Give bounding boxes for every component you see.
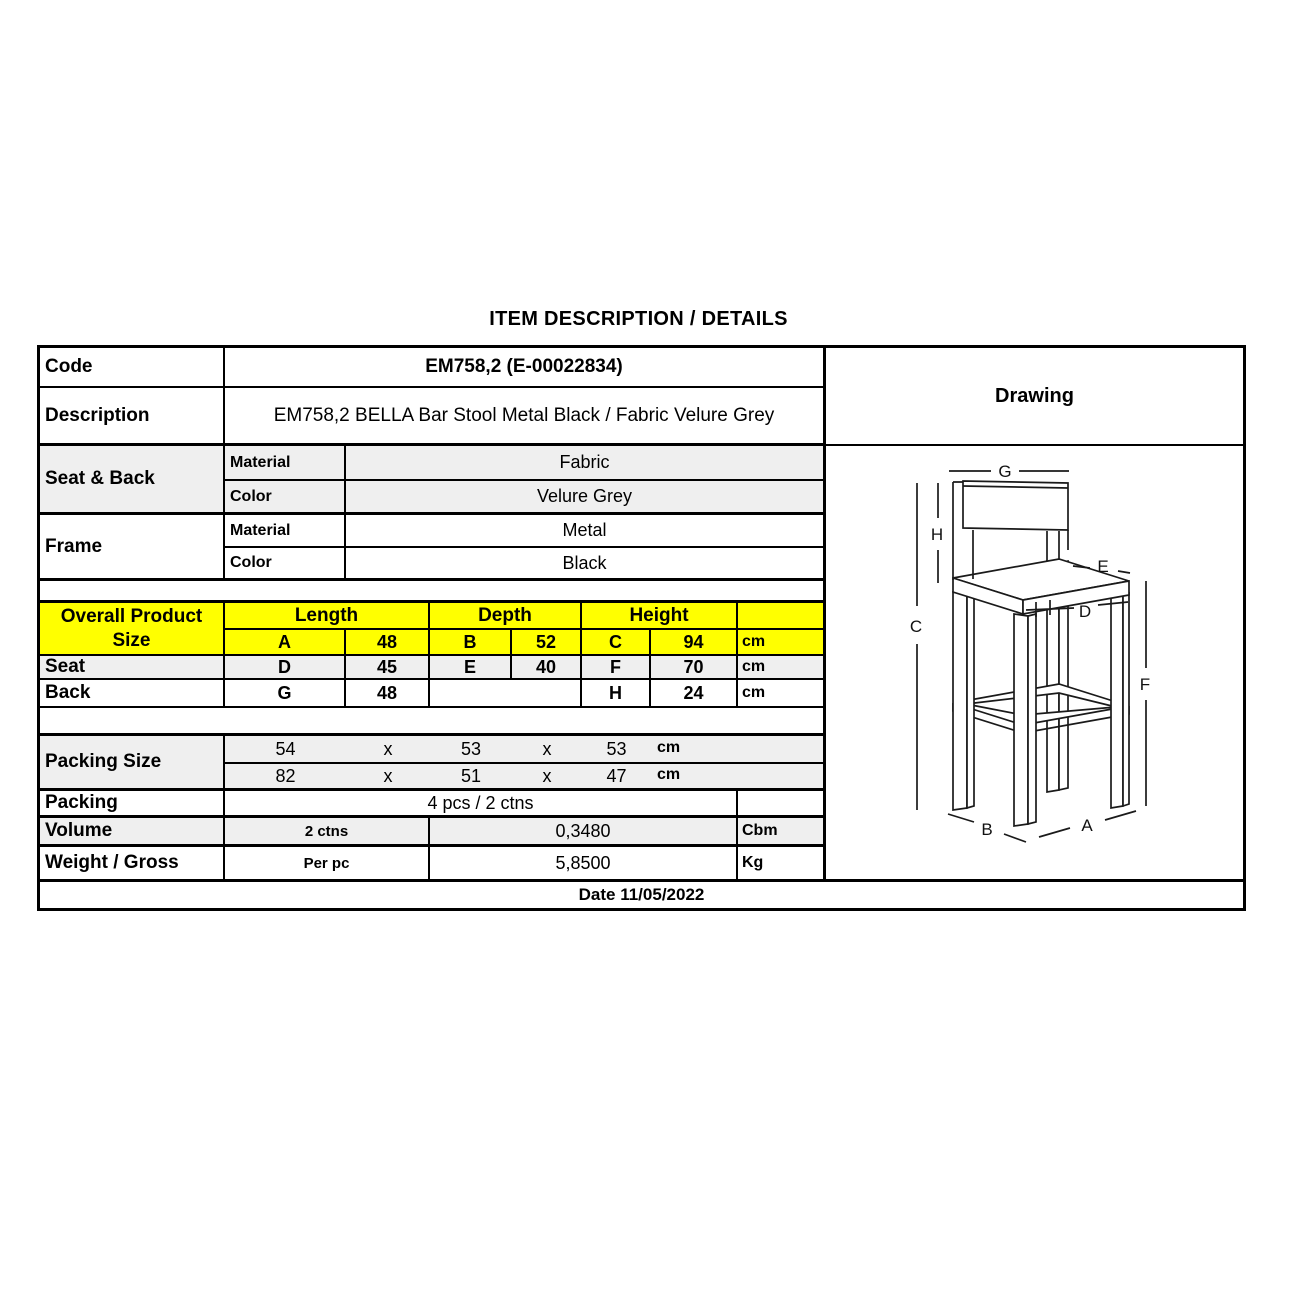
packing-size-2-h: 47 [606,765,627,786]
seat-dim-f: F [582,656,651,680]
packing-size-2-l: 82 [275,765,296,786]
col-header-length: Length [225,603,430,630]
seat-back-label: Seat & Back [40,446,225,515]
spacer-row-1 [40,581,823,603]
back-dim-g: G [225,680,346,708]
back-dim-h-value: 24 [651,680,738,708]
description-value: EM758,2 BELLA Bar Stool Metal Black / Fabric Velure Grey [225,388,823,446]
seat-back-color-value: Velure Grey [346,481,823,515]
packing-size-2-d: 51 [460,765,482,786]
packing-size-1-x2: x [542,738,552,759]
volume-value: 0,3480 [430,818,738,847]
weight-qty: Per pc [225,847,430,879]
overall-unit: cm [738,630,823,656]
weight-value: 5,8500 [430,847,738,879]
seat-dim-d-value: 45 [346,656,430,680]
dim-label-a: A [1081,816,1093,835]
frame-material-value: Metal [346,515,823,548]
back-dim-h: H [582,680,651,708]
frame-material-label: Material [225,515,346,548]
seat-dim-d: D [225,656,346,680]
weight-unit: Kg [742,854,764,871]
code-label: Code [40,348,225,388]
volume-qty: 2 ctns [225,818,430,847]
stool-rear-post-right [1047,530,1068,562]
seat-row-label: Seat [40,656,225,680]
bar-stool-drawing [826,446,1246,879]
packing-size-2-x2: x [542,765,552,786]
seat-back-color-label: Color [225,481,346,515]
overall-dim-c: C [582,630,651,656]
overall-dim-a-value: 48 [346,630,430,656]
packing-size-1-unit: cm [657,738,681,756]
dim-label-b: B [981,820,993,839]
overall-size-label-line2: Size [112,629,151,651]
packing-size-row-2 [225,764,823,791]
frame-label: Frame [40,515,225,581]
packing-size-1-d: 53 [460,738,482,759]
col-header-height: Height [582,603,738,630]
date-row [40,879,1243,908]
overall-dim-a: A [225,630,346,656]
volume-label: Volume [40,818,225,847]
dim-label-d: D [1078,602,1092,621]
packing-size-row-1 [225,736,823,764]
overall-dim-c-value: 94 [651,630,738,656]
back-unit: cm [738,680,823,708]
overall-size-label [40,603,225,656]
page-title: ITEM DESCRIPTION / DETAILS [489,308,788,330]
dim-label-g: G [998,462,1012,481]
packing-size-2-x1: x [383,765,393,786]
overall-size-label-line1: Overall Product [60,605,203,627]
packing-size-1-x1: x [383,738,393,759]
dim-label-h: H [930,525,944,544]
packing-size-1-l: 54 [275,738,296,759]
seat-dim-f-value: 70 [651,656,738,680]
volume-unit: Cbm [738,818,823,847]
packing-row-empty [738,791,823,818]
stool-left-leg [953,592,967,810]
packing-size-label: Packing Size [40,736,225,791]
drawing-body [826,446,1243,879]
dim-label-f: F [1139,675,1151,694]
back-row-empty [430,680,582,708]
drawing-panel [823,348,1243,879]
code-value: EM758,2 (E-00022834) [225,348,823,388]
frame-color-label: Color [225,548,346,581]
frame-color-value: Black [346,548,823,581]
seat-dim-e: E [430,656,512,680]
description-label: Description [40,388,225,446]
drawing-title: Drawing [826,348,1243,446]
packing-label: Packing [40,791,225,818]
back-dim-g-value: 48 [346,680,430,708]
date-value: Date 11/05/2022 [578,885,705,904]
overall-dim-b: B [430,630,512,656]
weight-label: Weight / Gross [40,847,225,879]
stool-front-leg [1014,614,1028,826]
spacer-row-2 [40,708,823,736]
dim-label-e: E [1097,557,1109,576]
packing-size-2-unit: cm [657,765,681,783]
col-header-depth: Depth [430,603,582,630]
seat-unit: cm [738,656,823,680]
seat-back-material-value: Fabric [346,446,823,481]
dim-label-c: C [909,617,923,636]
overall-dim-b-value: 52 [512,630,582,656]
back-row-label: Back [40,680,225,708]
seat-dim-e-value: 40 [512,656,582,680]
spec-table-left [40,348,823,879]
spec-table [37,345,1246,911]
packing-value: 4 pcs / 2 ctns [225,791,738,818]
stool-right-leg [1111,593,1123,808]
seat-back-material-label: Material [225,446,346,481]
col-header-unit-empty [738,603,823,630]
packing-size-1-h: 53 [606,738,627,759]
